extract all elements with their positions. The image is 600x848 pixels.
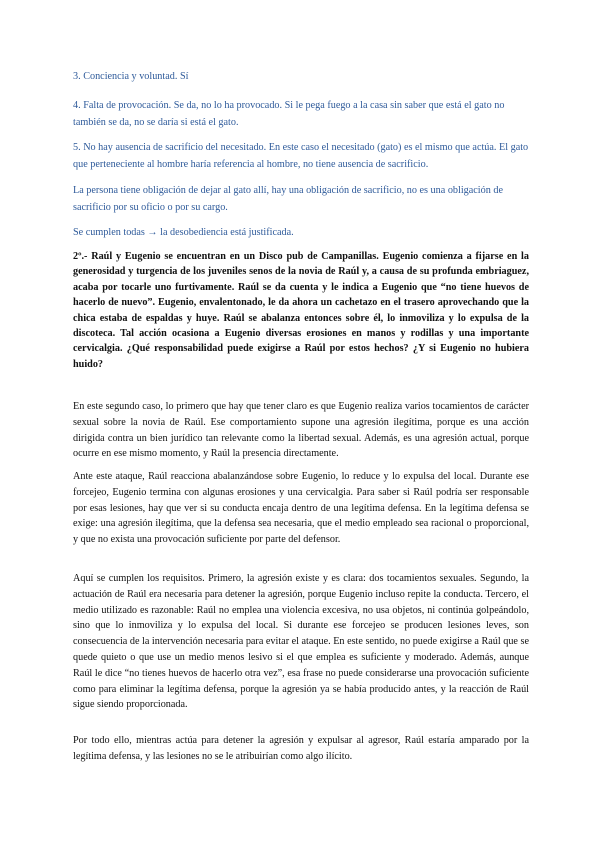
answer-paragraph-3: Aquí se cumplen los requisitos. Primero, la agresión existe y es clara: dos tocamientos sexuales. Segundo, la actuación de Raúl era necesaria para detener la agresión, porque Eugenio incluso repite la conducta. Tercero, el medio utilizado es razonable: Raúl no emplea una violencia excesiva, no usa objetos, ni continúa golpeándolo, sino que lo inmoviliza y lo expulsa del local. Si durante ese forcejeo se producen lesiones leves, son consecuencia de la intervención necesaria para evitar el ataque. En este sentido, no puede exigirse a Raúl que se quede quieto o que use un medio menos lesivo si el que emplea es suficiente y moderado. Además, aunque Raúl le dice “no tienes huevos de hacerlo otra vez”, esa frase no puede considerarse una provocación suficiente como para eliminar la legítima defensa, porque la agresión ya se había producido antes, y la reacción de Raúl sigue siendo proporcionada.: [73, 573, 529, 711]
requirement-4-text: 4. Falta de provocación. Se da, no lo ha provocado. Si le pega fuego a la casa sin saber que está el gato no también se da, no se daría si está el gato.: [73, 100, 505, 128]
answer-paragraph-2: Ante este ataque, Raúl reacciona abalanzándose sobre Eugenio, lo reduce y lo expulsa del local. Durante ese forcejeo, Eugenio termina con algunas erosiones y una cervicalgia. Para saber si Raúl podría ser responsable por esas lesiones, hay que ver si su conducta encaja dentro de una legítima defensa. En la legítima defensa se exige: una agresión ilegítima, que la defensa sea necesaria, que el medio empleado sea racional o proporcional, y que no exista una provocación suficiente por parte del defensor.: [73, 471, 529, 546]
answer-paragraph-4: Por todo ello, mientras actúa para detener la agresión y expulsar al agresor, Raúl estaría amparado por la legítima defensa, y las lesiones no se le atribuirían como algo ilícito.: [73, 735, 529, 762]
answer-paragraph-1: En este segundo caso, lo primero que hay que tener claro es que Eugenio realiza varios tocamientos de carácter sexual sobre la novia de Raúl. Ese comportamiento supone una agresión ilegítima, porque es una acción dirigida contra un bien jurídico tan relevante como la libertad sexual. Además, es una agresión actual, porque ocurre en ese mismo momento, y Raúl la presencia directamente.: [73, 401, 529, 460]
requirement-4: [73, 97, 529, 131]
obligation-paragraph: [73, 182, 529, 216]
requirement-5-text: 5. No hay ausencia de sacrificio del necesitado. En este caso el necesitado (gato) es el mismo que actúa. El gato que perteneciente al hombre haría referencia al hombre, no tiene ausencia de sacrificio.: [73, 142, 529, 170]
requirement-5: [73, 139, 529, 173]
requirement-3-text: 3. Conciencia y voluntad. Sí: [73, 71, 189, 82]
case-2-statement: 2º.- Raúl y Eugenio se encuentran en un Disco pub de Campanillas. Eugenio comienza a fijarse en la generosidad y turgencia de los juveniles senos de la novia de Raúl y, a causa de su profunda embriaguez, acaba por tocarle uno furtivamente. Raúl se da cuenta y le indica a Eugenio que “no tiene huevos de hacerlo de nuevo”. Eugenio, envalentonado, le da ahora un cachetazo en el trasero aprovechando que la chica estaba de espaldas y huye. Raúl se abalanza entonces sobre él, lo inmoviliza y lo expulsa de la discoteca. Tal acción ocasiona a Eugenio diversas erosiones en manos y rodillas y una importante cervicalgia. ¿Qué responsabilidad puede exigirse a Raúl por estos hechos? ¿Y si Eugenio no hubiera huido?: [73, 251, 529, 370]
conclusion-paragraph: [73, 224, 529, 241]
obligation-text: La persona tiene obligación de dejar al gato allí, hay una obligación de sacrificio, no es una obligación de sacrificio por su oficio o por su cargo.: [73, 185, 503, 213]
requirement-3: [73, 68, 529, 85]
conclusion-text: Se cumplen todas → la desobediencia está justificada.: [73, 227, 294, 238]
